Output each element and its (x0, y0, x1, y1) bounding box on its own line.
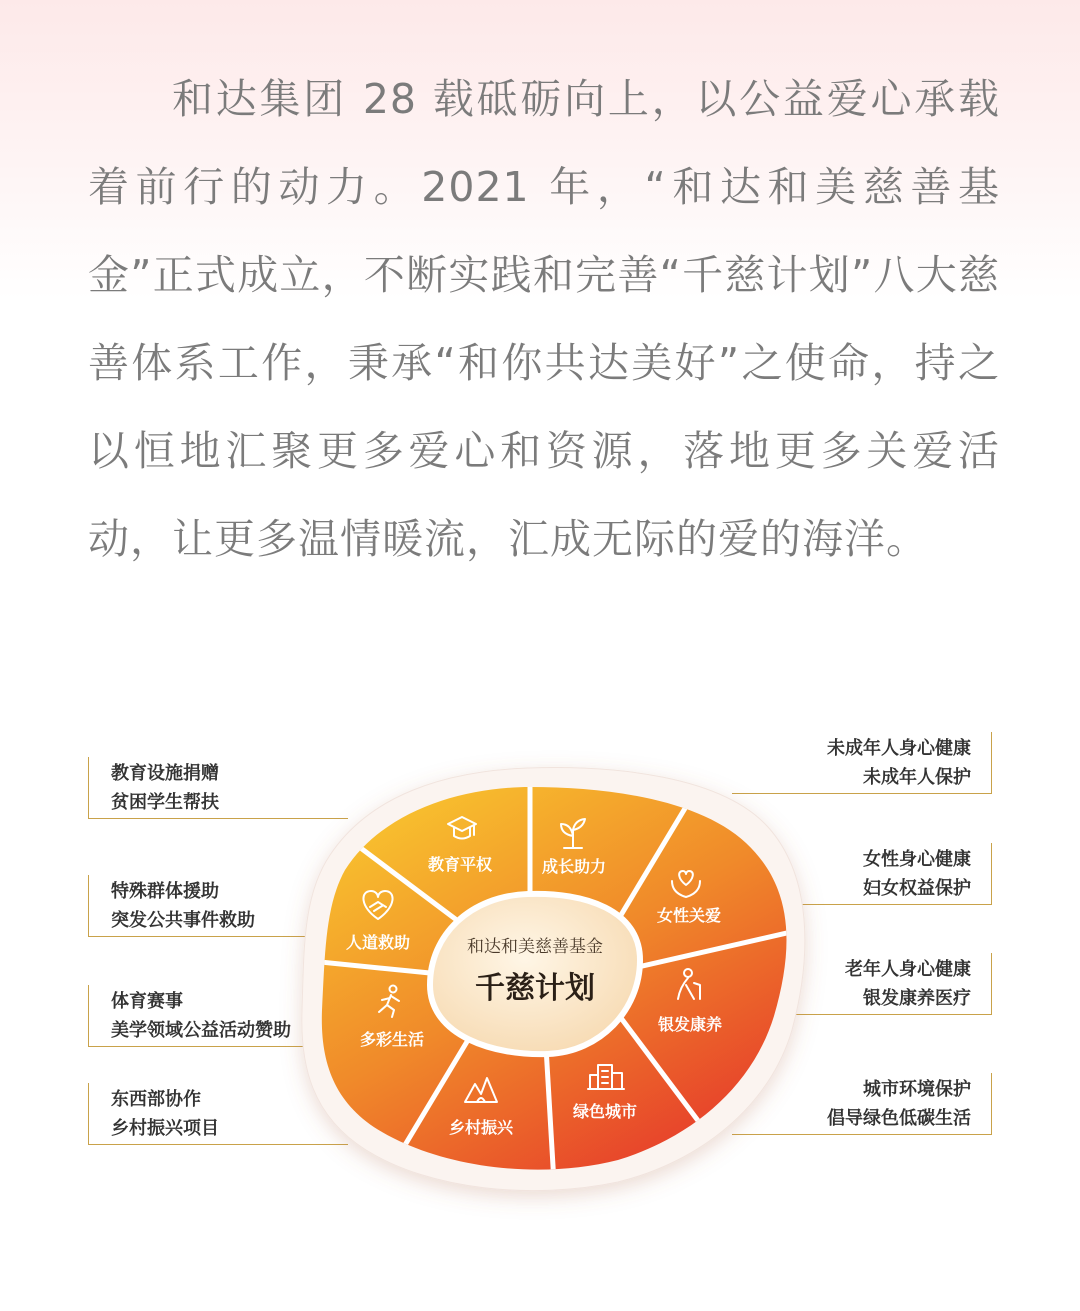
segment-label: 银发康养 (657, 1015, 723, 1034)
note-line: 体育赛事 (111, 991, 183, 1012)
note-line: 教育设施捐赠 (111, 763, 219, 784)
note-line: 妇女权益保护 (863, 878, 971, 899)
note-line: 东西部协作 (111, 1089, 201, 1110)
segment-label: 女性关爱 (656, 906, 722, 925)
note-line: 美学领域公益活动赞助 (111, 1020, 291, 1041)
note-line: 突发公共事件救助 (111, 910, 255, 931)
segment-label: 成长助力 (541, 857, 607, 876)
segment-label: 人道救助 (345, 933, 411, 952)
intro-paragraph: 和达集团 28 载砥砺向上，以公益爱心承载着前行的动力。2021 年，“和达和美慈善基金”正式成立，不断实践和完善“千慈计划”八大慈善体系工作，秉承“和你共达美好”之使命，持之以恒地汇聚更多爱心和资源，落地更多关爱活动，让更多温情暖流，汇成无际的爱的海洋。 (88, 75, 1000, 563)
segment-label: 绿色城市 (572, 1102, 638, 1121)
note-line: 老年人身心健康 (845, 959, 971, 980)
note-line: 未成年人保护 (863, 767, 971, 788)
segment-label: 多彩生活 (359, 1030, 425, 1049)
note-line: 乡村振兴项目 (111, 1118, 219, 1139)
note-line: 女性身心健康 (863, 849, 971, 870)
hub-subtitle: 和达和美慈善基金 (467, 937, 603, 957)
hub-title: 千慈计划 (475, 971, 595, 1006)
note-line: 未成年人身心健康 (827, 738, 971, 759)
segment-label: 乡村振兴 (448, 1118, 514, 1137)
note-line: 银发康养医疗 (863, 988, 971, 1009)
note-line: 城市环境保护 (863, 1079, 971, 1100)
note-line: 贫困学生帮扶 (111, 792, 219, 813)
segment-label: 教育平权 (427, 855, 493, 874)
note-line: 特殊群体援助 (111, 881, 219, 902)
note-line: 倡导绿色低碳生活 (827, 1108, 971, 1129)
